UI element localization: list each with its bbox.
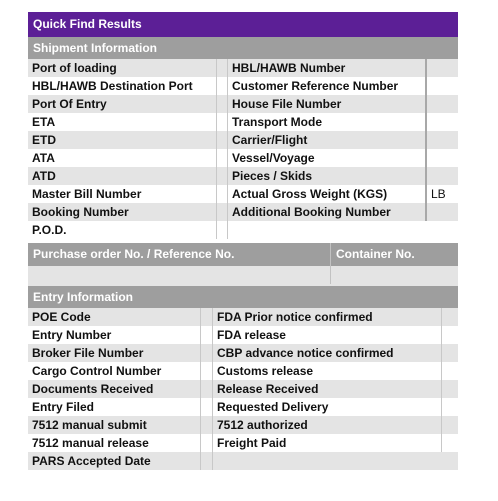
shipment-info-table [28, 59, 458, 239]
shipment-right-label: House File Number [232, 97, 342, 111]
shipment-row [28, 203, 458, 221]
column-gap [201, 344, 212, 362]
entry-row [28, 326, 458, 344]
entry-left-label: PARS Accepted Date [32, 454, 151, 468]
column-gap [217, 59, 227, 77]
shipment-left-label: ATD [32, 169, 56, 183]
column-gap [217, 221, 227, 239]
entry-right-label: FDA release [217, 328, 286, 342]
entry-value [442, 416, 458, 434]
entry-value [442, 362, 458, 380]
entry-left-label: 7512 manual submit [32, 418, 147, 432]
shipment-left-label: Port of loading [32, 61, 117, 75]
entry-left-label: Documents Received [32, 382, 154, 396]
shipment-unit [427, 221, 458, 239]
entry-row [28, 380, 458, 398]
po-reference-header: Purchase order No. / Reference No. [33, 247, 235, 261]
shipment-unit [427, 113, 458, 131]
shipment-right-label: Vessel/Voyage [232, 151, 315, 165]
column-gap [217, 77, 227, 95]
entry-value [442, 398, 458, 416]
entry-value [442, 434, 458, 452]
shipment-row [28, 95, 458, 113]
shipment-left-label: ETD [32, 133, 56, 147]
shipment-left-label: P.O.D. [32, 223, 67, 237]
entry-left-label: POE Code [32, 310, 91, 324]
column-gap [217, 95, 227, 113]
entry-right-label: CBP advance notice confirmed [217, 346, 394, 360]
column-gap [201, 362, 212, 380]
column-gap [217, 149, 227, 167]
shipment-unit [427, 203, 458, 221]
column-gap [201, 380, 212, 398]
entry-row [28, 398, 458, 416]
entry-row [28, 416, 458, 434]
entry-right-label [213, 452, 441, 470]
po-reference-value [28, 266, 330, 284]
shipment-right-label: Actual Gross Weight (KGS) [232, 187, 388, 201]
column-gap [217, 203, 227, 221]
shipment-unit [427, 167, 458, 185]
shipment-right-label: Customer Reference Number [232, 79, 399, 93]
entry-value [442, 452, 458, 470]
column-gap [217, 185, 227, 203]
column-gap [217, 167, 227, 185]
shipment-row [28, 149, 458, 167]
entry-value [442, 344, 458, 362]
shipment-section-header: Shipment Information [28, 37, 458, 59]
entry-right-label: Release Received [217, 382, 319, 396]
shipment-left-label: ATA [32, 151, 55, 165]
po-container-row [28, 266, 458, 284]
container-no-value [331, 266, 458, 284]
shipment-left-label: Master Bill Number [32, 187, 142, 201]
entry-right-label: Requested Delivery [217, 400, 329, 414]
shipment-row [28, 77, 458, 95]
entry-left-label: Entry Number [32, 328, 112, 342]
entry-info-table [28, 308, 458, 470]
entry-row [28, 452, 458, 470]
shipment-right-label [228, 221, 425, 239]
column-gap [201, 326, 212, 344]
column-gap [217, 113, 227, 131]
entry-right-label: Customs release [217, 364, 314, 378]
shipment-unit [427, 59, 458, 77]
shipment-row [28, 131, 458, 149]
entry-right-label: Freight Paid [217, 436, 287, 450]
shipment-right-label: HBL/HAWB Number [232, 61, 346, 75]
entry-right-label: FDA Prior notice confirmed [217, 310, 373, 324]
column-gap [201, 398, 212, 416]
panel-title: Quick Find Results [28, 12, 458, 37]
entry-left-label: 7512 manual release [32, 436, 149, 450]
shipment-left-label: ETA [32, 115, 56, 129]
shipment-unit [427, 95, 458, 113]
quick-find-panel [28, 12, 458, 239]
shipment-row [28, 113, 458, 131]
column-gap [201, 416, 212, 434]
po-container-header [28, 243, 458, 266]
entry-row [28, 344, 458, 362]
entry-left-label: Cargo Control Number [32, 364, 162, 378]
column-gap [201, 434, 212, 452]
shipment-row [28, 167, 458, 185]
entry-left-label: Broker File Number [32, 346, 144, 360]
shipment-left-label: Booking Number [32, 205, 129, 219]
entry-value [442, 326, 458, 344]
column-gap [201, 308, 212, 326]
entry-left-label: Entry Filed [32, 400, 95, 414]
shipment-unit: LB [431, 187, 446, 201]
shipment-row [28, 59, 458, 77]
entry-value [442, 308, 458, 326]
entry-right-label: 7512 authorized [217, 418, 308, 432]
column-gap [201, 452, 212, 470]
column-gap [217, 131, 227, 149]
shipment-row [28, 185, 458, 203]
shipment-left-label: Port Of Entry [32, 97, 107, 111]
shipment-unit [427, 149, 458, 167]
shipment-right-label: Additional Booking Number [232, 205, 391, 219]
shipment-unit [427, 131, 458, 149]
entry-panel [28, 286, 458, 470]
entry-row [28, 308, 458, 326]
shipment-right-label: Carrier/Flight [232, 133, 308, 147]
shipment-left-label: HBL/HAWB Destination Port [32, 79, 193, 93]
shipment-unit [427, 77, 458, 95]
shipment-right-label: Transport Mode [232, 115, 323, 129]
shipment-row [28, 221, 458, 239]
entry-value [442, 380, 458, 398]
entry-row [28, 434, 458, 452]
shipment-right-label: Pieces / Skids [232, 169, 313, 183]
entry-row [28, 362, 458, 380]
entry-section-header: Entry Information [28, 286, 458, 308]
container-no-header: Container No. [336, 247, 415, 261]
